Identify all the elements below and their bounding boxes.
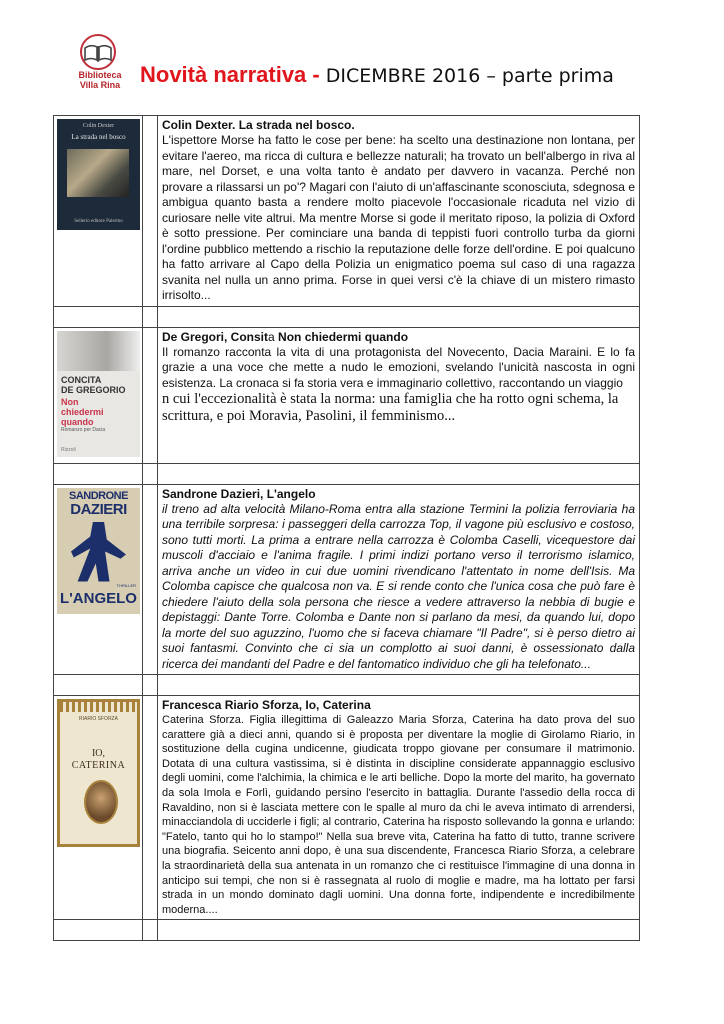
cover-author-2: DE GREGORIO <box>61 384 126 395</box>
cover-small: THRILLER <box>116 582 136 588</box>
spacer-row <box>54 920 640 941</box>
cover-cell <box>54 696 143 920</box>
logo-line-1: Biblioteca <box>78 70 122 80</box>
cover-author: RIARIO SFORZA <box>79 716 118 722</box>
cover-cell <box>54 484 143 675</box>
cover-title-1: IO, <box>91 748 106 759</box>
logo-line-2: Villa Rina <box>79 80 121 90</box>
book-title-part-a: De Gregori, Consit <box>162 329 269 344</box>
spacer-row <box>54 463 640 484</box>
cover-title: L'ANGELO <box>60 589 137 607</box>
page-title <box>140 62 614 88</box>
cover-riario-sforza <box>57 699 140 847</box>
page-title-date: DICEMBRE 2016 – parte prima <box>319 65 614 87</box>
cover-author-2: DAZIERI <box>70 500 127 518</box>
book-row <box>54 327 640 463</box>
book-description <box>162 345 635 392</box>
book-title-part-b: a <box>268 329 275 344</box>
cover-title: La strada nel bosco <box>71 133 126 141</box>
cover-pattern <box>60 702 137 712</box>
cover-figure <box>71 522 126 582</box>
spacer-row <box>54 675 640 696</box>
book-description: il treno ad alta velocità Milano-Roma entra alla stazione Termini la polizia ferroviaria ha una terribile sorpresa: i passeggeri della carrozza Top, il vagone più esclusivo e costoso, sono tutti morti. La prima a entrare nella carrozza è Colomba Caselli, vicequestore dai muscoli d'acciaio e l'anima fragile. I primi indizi portano verso il terrorismo islamico, arriva anche un video in cui due uomini rivendicano l'attentato in nome dell'Isis. Ma Colomba capisce che qualcosa non va. E si rende conto che l'unica cosa che può fare è chiedere l'aiuto della sola persona che riesce a vedere attraverso la nebbia di bugie e depistaggi: Dante Torre. Colomba e Dante non si parlano da mesi, da quando lui, dopo la morte del suo aguzzino, l'uomo che si faceva chiamare "Il Padre", si è perso dietro ai suoi fantasmi. Convinto che ci sia un complotto ai suoi danni, è ossessionato dalla ricerca dei mandanti del Padre e del fantomatico individuo che gli ha telefonato... <box>162 501 635 671</box>
book-title: Francesca Riario Sforza, Io, Caterina <box>162 698 371 712</box>
book-title-part-c: Non chiedermi quando <box>274 329 409 344</box>
spacer-row <box>54 306 640 327</box>
cover-cell <box>54 116 143 307</box>
cover-title-2: CATERINA <box>71 760 126 771</box>
cover-publisher: Rizzoli <box>61 446 76 453</box>
book-description: Caterina Sforza. Figlia illegittima di Galeazzo Maria Sforza, Caterina ha dato prova del suo carattere già a dieci anni, quando si è proposta per diventare la moglie di Girolamo Riario, in sostituzione della cugina undicenne, giudicata troppo giovane per consumare il matrimonio. Dotata di una cultura vastissima, si è distinta in discipline considerate appannaggio esclusivo degli uomini, come l'alchimia, la chimica e le arti belliche. Dopo la morte del marito, ha governato da sola Imola e Forlì, guidando persino l'esercito in battaglia. Durante l'assedio della rocca di Ravaldino, non si è lasciata mettere con le spalle al muro da chi le aveva intimato di arrendersi, minacciandola di ucciderle i figli; al contrario, Caterina ha risposto sollevando la gonna e urlando: "Fatelo, tanto qui ho lo stampo!" Nella sua breve vita, Caterina ha fatto di tutto, tranne scrivere una biografia. Seicento anni dopo, è una sua discendente, Francesca Riario Sforza, a celebrare la straordinarietà della sua antenata in un romanzo che ci restituisce l'immagine di una donna in anticipo sui tempi, che non si è rassegnata al ruolo di moglie e madre, ma ha lottato per farsi strada in un mondo dominato dagli uomini. Una donna forte, indipendente e incredibilmente moderna.... <box>162 714 635 916</box>
cover-photo <box>57 331 140 371</box>
cover-portrait <box>84 780 118 824</box>
cover-dexter <box>57 119 140 230</box>
logo-text <box>70 70 130 90</box>
cover-author-1: SANDRONE <box>69 489 128 502</box>
cover-subtitle: Romanzo per Dacia <box>61 426 106 433</box>
book-row <box>54 484 640 675</box>
book-row <box>54 116 640 307</box>
cover-title: Non chiedermi quando <box>61 396 104 427</box>
page-title-red: Novità narrativa - <box>140 62 320 87</box>
book-title <box>162 330 635 345</box>
cover-author: Colin Dexter <box>82 123 115 129</box>
book-row <box>54 696 640 920</box>
book-title: Colin Dexter. La strada nel bosco. <box>162 118 355 132</box>
cover-illustration <box>67 149 129 197</box>
cover-publisher: Sellerio editore Palermo <box>74 219 123 224</box>
book-title: Sandrone Dazieri, L'angelo <box>162 486 316 501</box>
book-description-sans: Il romanzo racconta la vita di una protagonista del Novecento, Dacia Maraini. E lo fa grazie a una voce che mette a nudo le emozioni, svelando l'unicità nascosta in ogni esistenza. La cronaca si fa storia vera e immaginario collettivo, raccontando un viaggio <box>162 344 635 390</box>
cover-de-gregorio <box>57 331 140 457</box>
book-description: L'ispettore Morse ha fatto le cose per bene: ha scelto una destinazione non lontana, per evitare l'aereo, ma ricca di cultura e bellezze naturali; ha trovato un bell'albergo in riva al mare, nel Dorset, e una volta tanto è andato per davvero in vacanza. Perché non provare a rilassarsi un po'? Magari con l'aiuto di un'affascinante sconosciuta, sdegnosa e ambigua quanto basta a rendere molto piacevole l'occasionale ricaduta nel vizio di curiosare nelle vite altrui. Ma mentre Morse si gode il meritato riposo, la polizia di Oxford è sotto pressione. Per cominciare una banda di teppisti fuori controllo turba da giorni l'ordine pubblico mettendo a rischio la reputazione delle forze dell'ordine. E poi qualcuno ha fatto arrivare al Capo della Polizia un enigmatico poema sul caso di una ragazza svanita nel nulla un anno prima. Forse in quei versi c'è la chiave di un mistero rimasto irrisolto... <box>162 133 635 302</box>
books-table <box>53 115 640 941</box>
cover-author-1: CONCITA <box>61 374 102 385</box>
cover-cell <box>54 327 143 463</box>
cover-dazieri <box>57 488 140 614</box>
book-description-serif: n cui l'eccezionalità è stata la norma: una famiglia che ha rotto ogni schema, la scrittura, e poi Moravia, Pasolini, il femminismo... <box>162 391 619 424</box>
